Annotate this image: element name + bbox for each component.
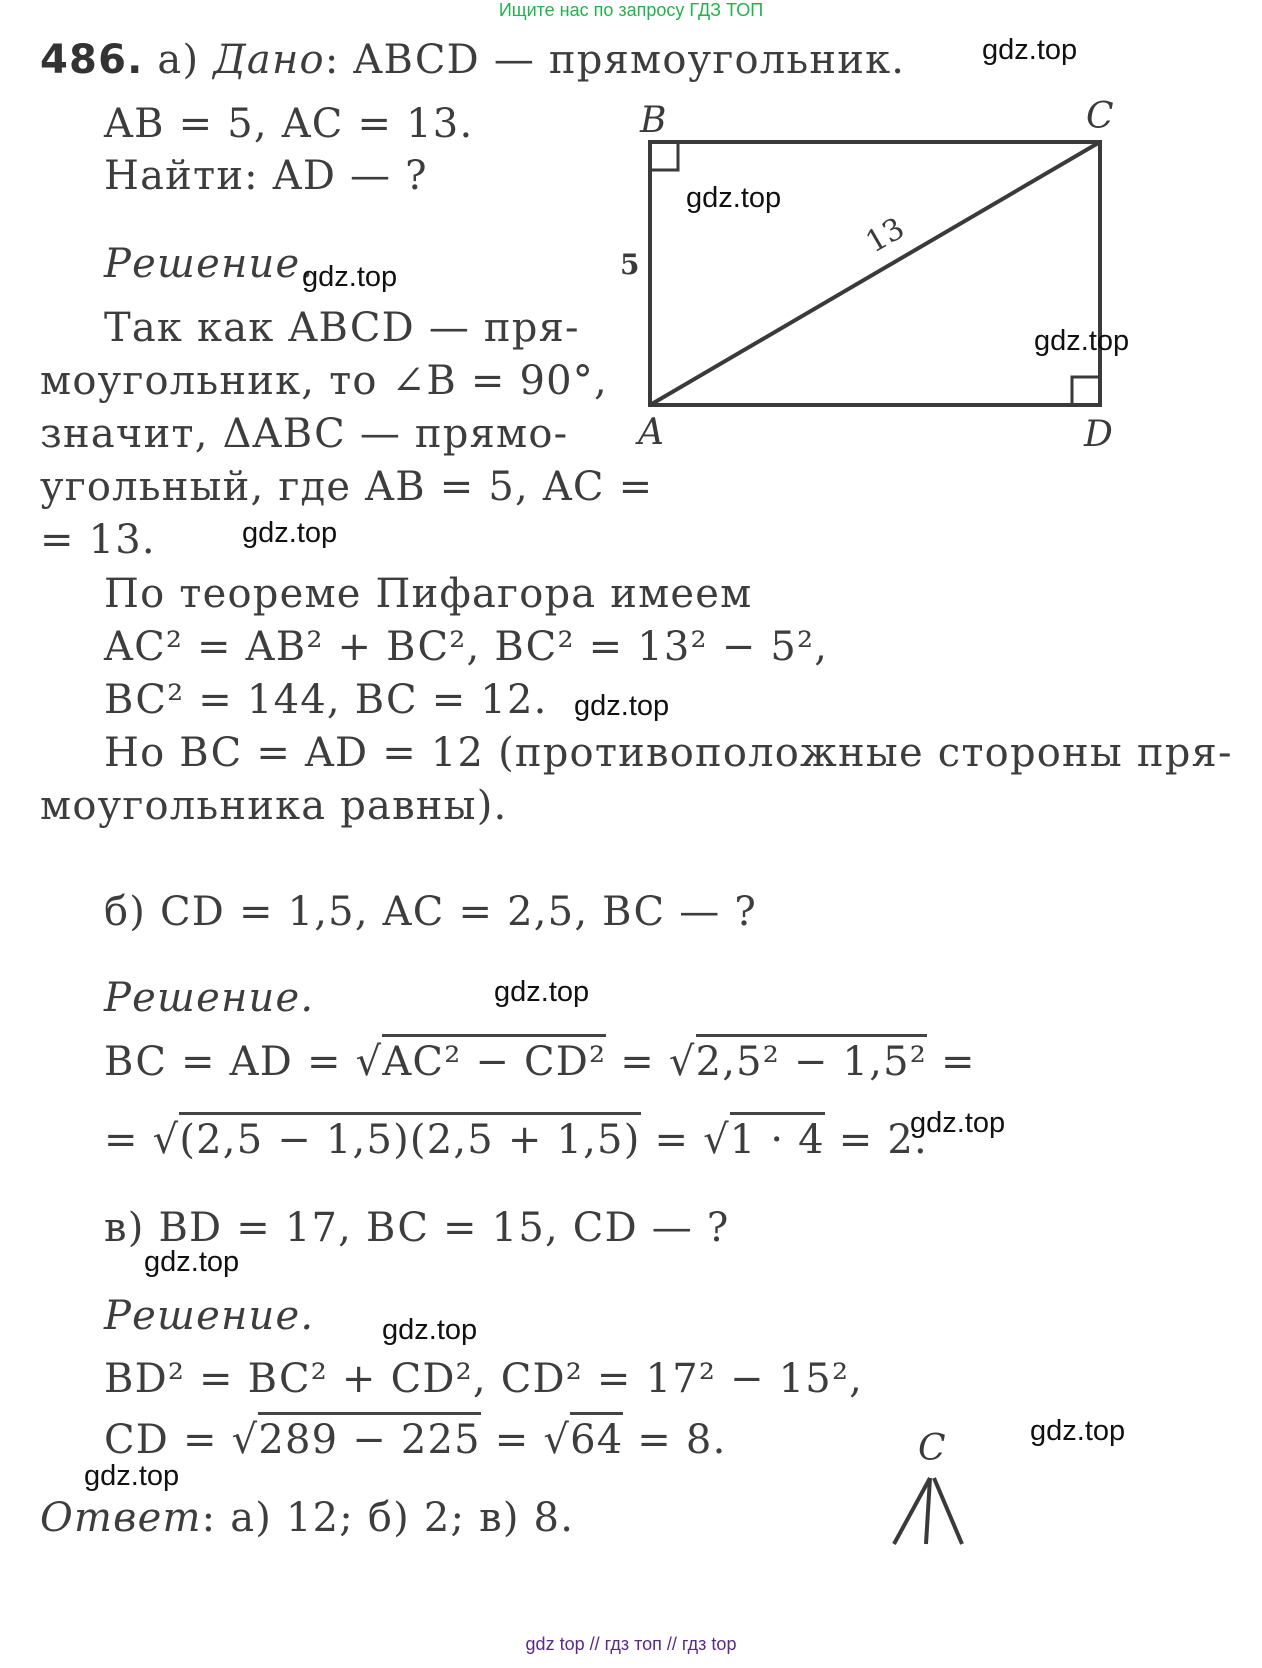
solution-label-b: Решение. <box>104 975 315 1021</box>
solution-a-line-4: угольный, где AB = 5, AC = <box>40 464 654 510</box>
side-ab-length: 5 <box>620 248 640 281</box>
problem-header <box>40 36 905 84</box>
solution-a-line-3: значит, ΔABC — прямо- <box>40 411 569 457</box>
solution-a-line-2: моугольник, то ∠B = 90°, <box>40 358 608 404</box>
watermark: gdz.top <box>1030 1415 1126 1447</box>
equals-sign: = <box>654 1117 690 1163</box>
equation-a-1: AC² = AB² + BC², BC² = 13² − 5², <box>104 624 829 670</box>
watermark: gdz.top <box>686 182 782 214</box>
part-c-line-2: CD = √289 − 225 = √64 = 8. <box>104 1416 727 1464</box>
equation-c-1: BD² = BC² + CD², CD² = 17² − 15², <box>104 1356 864 1402</box>
given-label: Дано <box>213 37 325 83</box>
part-b-statement: б) CD = 1,5, AC = 2,5, BC — ? <box>104 889 757 935</box>
part-b-lhs: BC = AD = <box>104 1039 342 1085</box>
right-angle-mark-d <box>1072 377 1100 405</box>
result-c: = 8. <box>637 1417 727 1463</box>
watermark: gdz.top <box>494 976 590 1008</box>
answer-text: : а) 12; б) 2; в) 8. <box>201 1495 575 1541</box>
equals-sign: = <box>940 1039 976 1085</box>
search-banner[interactable]: Ищите нас по запросу ГДЗ ТОП <box>498 0 764 20</box>
diagonal-length: 13 <box>860 210 911 261</box>
watermark: gdz.top <box>144 1246 240 1278</box>
part-a-prefix: а) <box>157 37 200 83</box>
find-statement: Найти: AD — ? <box>104 153 428 199</box>
next-figure-vertex-c: C <box>918 1428 946 1469</box>
right-angle-mark-b <box>650 142 678 170</box>
answer-line <box>40 1494 574 1542</box>
vertex-d-label: D <box>1084 414 1113 455</box>
radical-ac-cd: AC² − CD² <box>382 1034 606 1085</box>
next-figure-fragment <box>880 1476 990 1546</box>
watermark: gdz.top <box>382 1314 478 1346</box>
radical-289-225: 289 − 225 <box>258 1412 480 1463</box>
vertex-a-label: A <box>638 412 664 453</box>
conclusion-a-1: Но BC = AD = 12 (противоположные стороны пря- <box>104 730 1233 776</box>
pythagoras-intro: По теореме Пифагора имеем <box>104 571 753 617</box>
problem-number: 486. <box>40 37 144 83</box>
rectangle-diagram <box>610 95 1150 465</box>
answer-label: Ответ <box>40 1495 202 1541</box>
watermark: gdz.top <box>574 690 670 722</box>
watermark: gdz.top <box>84 1460 180 1492</box>
radical-numeric: 2,5² − 1,5² <box>696 1034 927 1085</box>
watermark: gdz.top <box>1034 325 1130 357</box>
solution-label-a: Решение. <box>104 241 315 287</box>
given-values: AB = 5, AC = 13. <box>104 101 474 147</box>
given-text: : ABCD — прямоугольник. <box>324 37 906 83</box>
solution-label-c: Решение. <box>104 1293 315 1339</box>
vertex-b-label: B <box>640 100 667 141</box>
part-b-line-2: = √(2,5 − 1,5)(2,5 + 1,5) = √1 · 4 = 2. <box>104 1116 928 1164</box>
solution-a-line-1: Так как ABCD — пря- <box>104 305 580 351</box>
watermark: gdz.top <box>242 517 338 549</box>
watermark: gdz.top <box>910 1107 1006 1139</box>
part-b-line-1: BC = AD = √AC² − CD² = √2,5² − 1,5² = <box>104 1038 976 1086</box>
equals-sign: = <box>620 1039 655 1085</box>
result-b: = 2. <box>838 1117 928 1163</box>
conclusion-a-2: моугольника равны). <box>40 783 508 829</box>
part-c-lhs: CD = <box>104 1417 218 1463</box>
equation-a-2: BC² = 144, BC = 12. <box>104 677 548 723</box>
radical-product: (2,5 − 1,5)(2,5 + 1,5) <box>179 1112 640 1163</box>
watermark: gdz.top <box>982 34 1078 66</box>
next-figure-side-right <box>934 1478 962 1544</box>
part-c-statement: в) BD = 17, BC = 15, CD — ? <box>104 1205 730 1251</box>
footer-links[interactable]: gdz top // гдз топ // гдз top <box>525 1634 737 1654</box>
radical-64: 64 <box>570 1412 623 1463</box>
equals-sign: = <box>104 1117 139 1163</box>
radical-simplified: 1 · 4 <box>730 1112 825 1163</box>
vertex-c-label: C <box>1086 96 1114 137</box>
equals-sign: = <box>494 1417 530 1463</box>
watermark: gdz.top <box>302 261 398 293</box>
solution-a-line-5: = 13. <box>40 517 156 563</box>
